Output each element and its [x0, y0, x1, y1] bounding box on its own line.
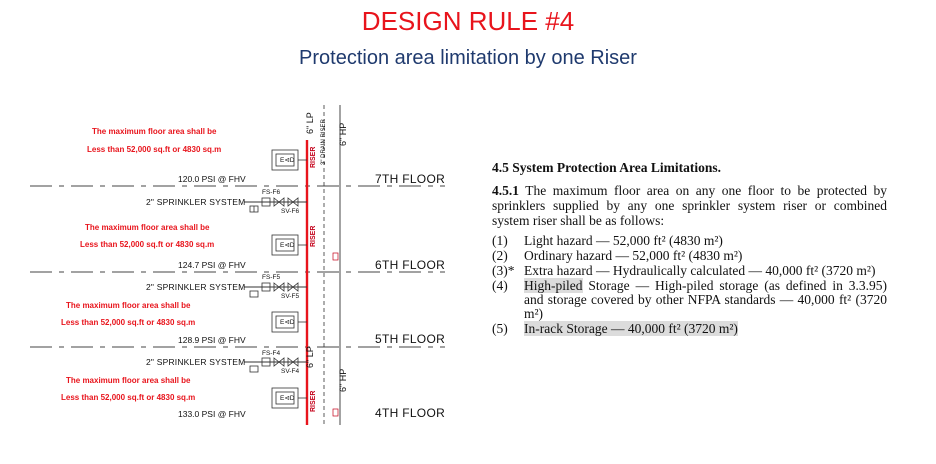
list-item — [492, 249, 887, 263]
list-item-number: (1) — [492, 233, 508, 248]
drain-riser-label: 3" DRAIN RISER — [321, 119, 327, 165]
area-note-3-line1: The maximum floor area shall be — [66, 301, 191, 310]
list-item-number: (3)* — [492, 263, 515, 278]
riser-tag-4: RISER — [310, 390, 317, 412]
highlighted-text: High-piled — [524, 278, 583, 293]
list-item-text: Storage — High-piled storage (as defined in 3.3.95) and storage covered by other NFPA standards — 40,000 ft² (3720 m²) — [524, 278, 887, 321]
floor-label-7: 7TH FLOOR — [375, 172, 446, 186]
sprinkler-system-label-f5: 2" SPRINKLER SYSTEM — [146, 282, 246, 292]
supervised-valve-tag-f6: SV-F6 — [281, 208, 300, 215]
riser-tag-7: RISER — [310, 146, 317, 168]
area-note-2-line2: Less than 52,000 sq.ft or 4830 sq.m — [80, 240, 215, 249]
area-note-1-line2: Less than 52,000 sq.ft or 4830 sq.m — [87, 145, 222, 154]
fhv-tag-5: E⊲D — [280, 319, 295, 326]
pressure-label-6: 124.7 PSI @ FHV — [178, 260, 246, 270]
flow-switch-tag-f4: FS-F4 — [262, 350, 281, 357]
list-item-text: Light hazard — 52,000 ft² (4830 m²) — [524, 233, 723, 248]
area-note-4-line1: The maximum floor area shall be — [66, 376, 191, 385]
floor-label-5: 5TH FLOOR — [375, 332, 446, 346]
area-note-1-line1: The maximum floor area shall be — [92, 127, 217, 136]
list-item-text: Extra hazard — Hydraulically calculated — 40,000 ft² (3720 m²) — [524, 263, 876, 278]
flow-switch-tag-f5: FS-F5 — [262, 274, 281, 281]
flow-switch-tag-f6: FS-F6 — [262, 189, 281, 196]
pressure-label-4: 133.0 PSI @ FHV — [178, 409, 246, 419]
list-item — [492, 279, 887, 321]
list-item-text: Ordinary hazard — 52,000 ft² (4830 m²) — [524, 248, 743, 263]
list-item — [492, 322, 887, 336]
highlighted-text: In-rack Storage — 40,000 ft² (3720 m²) — [524, 321, 738, 336]
list-item-number: (2) — [492, 248, 508, 263]
fhv-tag-6: E⊲D — [280, 242, 295, 249]
standard-heading: 4.5 System Protection Area Limitations. — [492, 160, 721, 175]
main-riser-label: 6" LP — [305, 112, 315, 134]
pressure-label-7: 120.0 PSI @ FHV — [178, 174, 246, 184]
floor-label-4: 4TH FLOOR — [375, 406, 446, 420]
sprinkler-system-label-f4: 2" SPRINKLER SYSTEM — [146, 357, 246, 367]
main-riser-label-lower: 6" LP — [305, 346, 315, 368]
hp-riser-label-lower: 6" HP — [338, 368, 348, 392]
floor-label-6: 6TH FLOOR — [375, 258, 446, 272]
clause-text: The maximum floor area on any one floor to be protected by sprinklers supplied by any one sprinkler system riser or combined system riser shall be as follows: — [492, 183, 887, 228]
area-note-3-line2: Less than 52,000 sq.ft or 4830 sq.m — [61, 318, 196, 327]
riser-tag-6: RISER — [310, 225, 317, 247]
standard-excerpt — [492, 160, 887, 337]
slide-subtitle: Protection area limitation by one Riser — [299, 47, 637, 69]
sprinkler-system-label-f6: 2" SPRINKLER SYSTEM — [146, 197, 246, 207]
list-item-number: (4) — [492, 278, 508, 293]
list-item-number: (5) — [492, 321, 508, 336]
supervised-valve-tag-f5: SV-F5 — [281, 293, 300, 300]
list-item — [492, 264, 887, 278]
clause-number: 4.5.1 — [492, 183, 519, 198]
area-note-4-line2: Less than 52,000 sq.ft or 4830 sq.m — [61, 393, 196, 402]
supervised-valve-tag-f4: SV-F4 — [281, 368, 300, 375]
fhv-tag-4: E⊲D — [280, 395, 295, 402]
hp-riser-label: 6" HP — [338, 122, 348, 146]
list-item — [492, 234, 887, 248]
slide-title: DESIGN RULE #4 — [361, 6, 575, 36]
pressure-label-5: 128.9 PSI @ FHV — [178, 335, 246, 345]
area-note-2-line1: The maximum floor area shall be — [85, 223, 210, 232]
fhv-tag-7: E⊲D — [280, 157, 295, 164]
standard-clause — [492, 183, 887, 228]
